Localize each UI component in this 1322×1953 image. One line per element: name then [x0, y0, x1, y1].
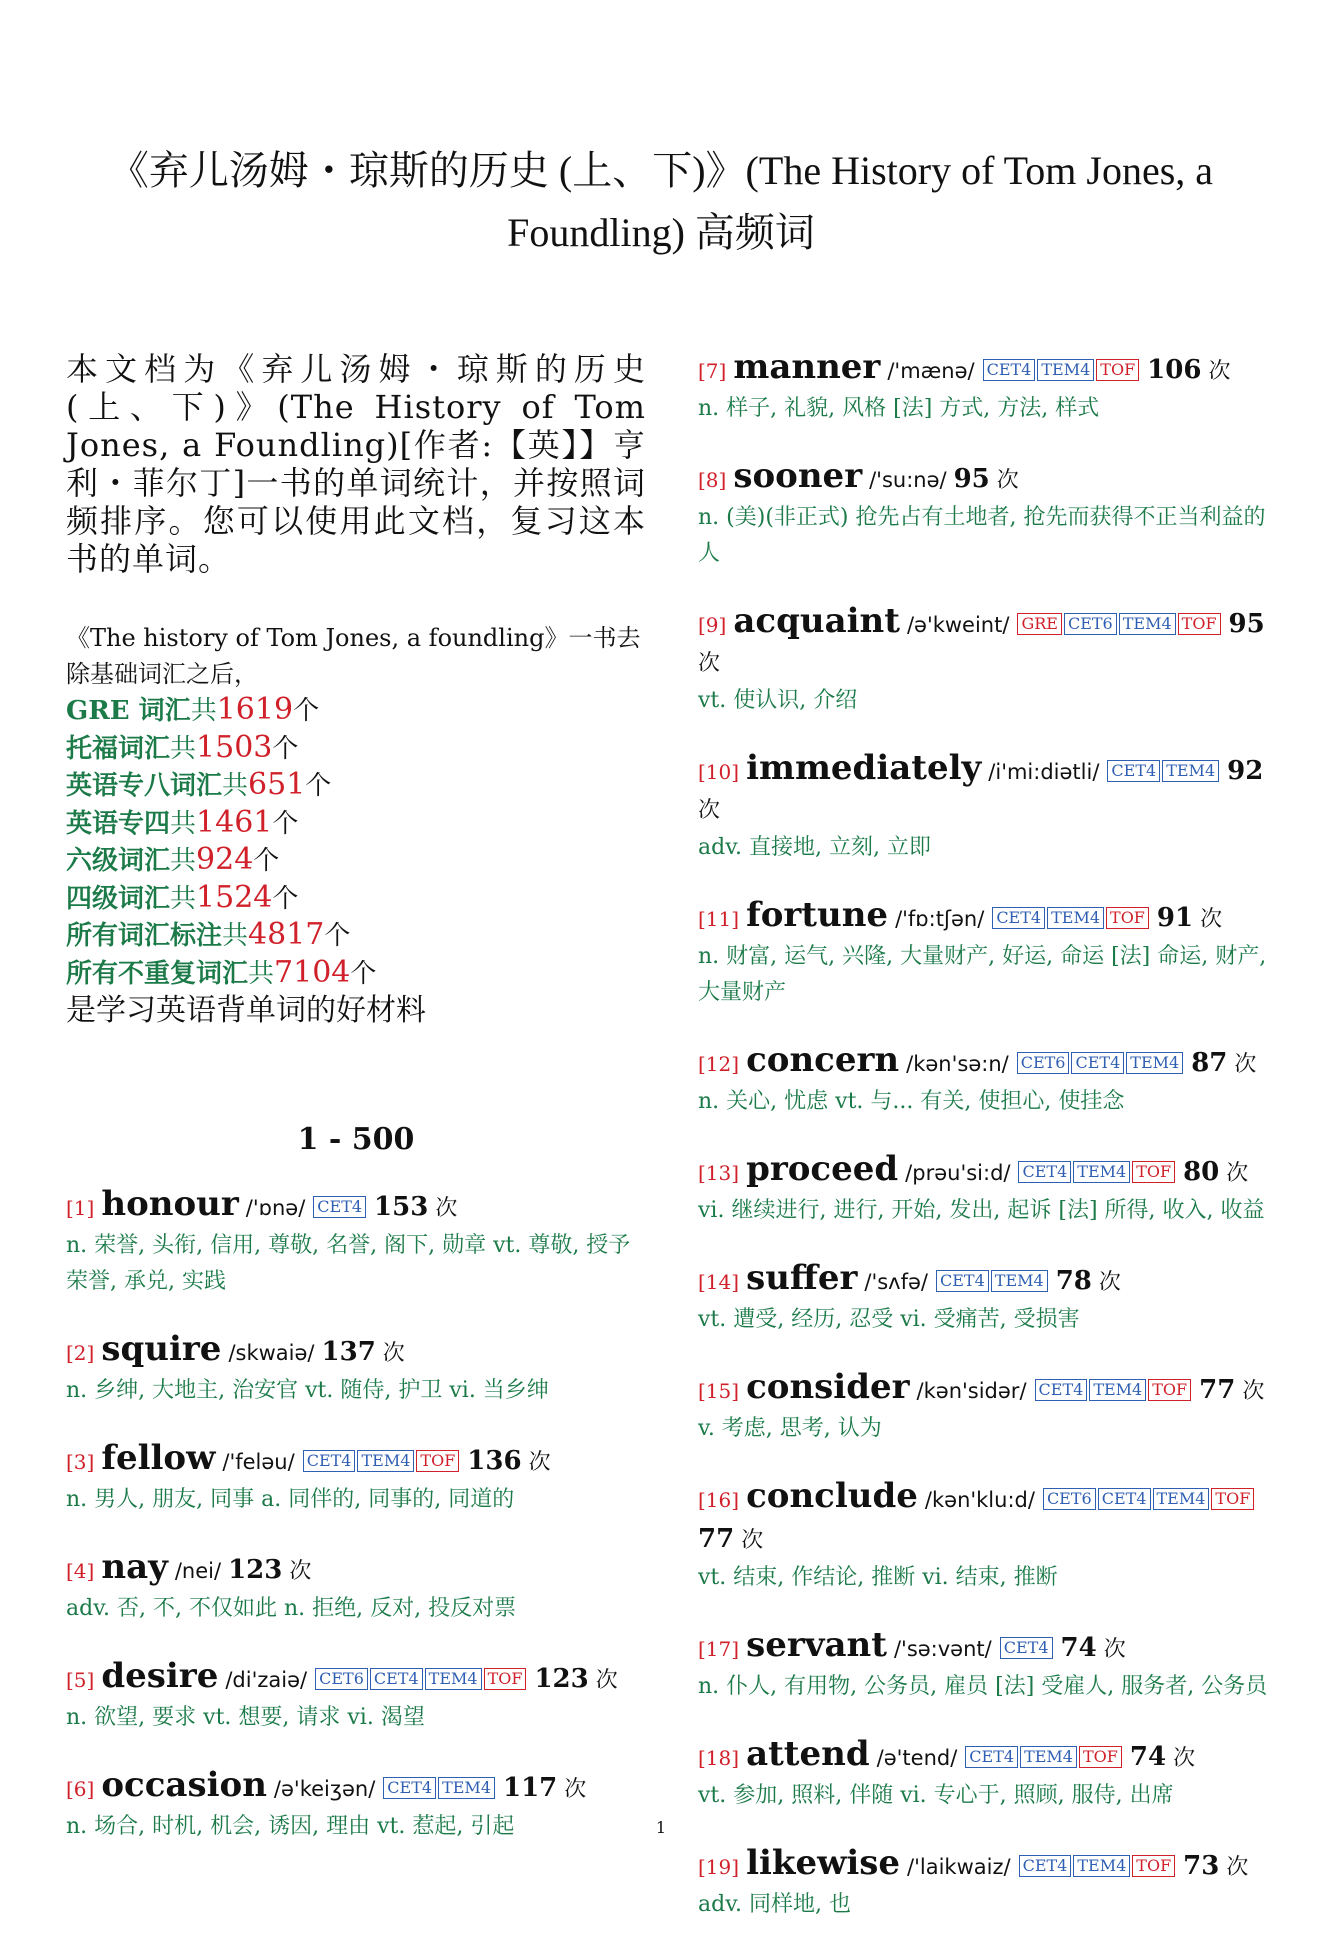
exam-tag: CET6 — [1043, 1488, 1096, 1510]
word-entry — [698, 1368, 1274, 1447]
exam-tag: CET4 — [1018, 1161, 1071, 1183]
stat-label: 英语专八词汇 — [66, 771, 223, 801]
entry-definition: vi. 继续进行, 进行, 开始, 发出, 起诉 [法] 所得, 收入, 收益 — [698, 1198, 1265, 1223]
entry-head — [698, 1368, 1274, 1411]
entry-count: 123 — [534, 1664, 589, 1694]
entry-count: 92 — [1227, 756, 1264, 786]
page-title: 《弃儿汤姆・琼斯的历史 (上、下)》(The History of Tom Jones, a Foundling) 高频词 — [108, 148, 1214, 255]
exam-tag: CET6 — [1064, 613, 1117, 635]
entry-ipa: /kən'sə:n/ — [906, 1052, 1009, 1076]
entry-definition: n. (美)(非正式) 抢先占有土地者, 抢先而获得不正当利益的人 — [698, 505, 1266, 566]
entry-definition: n. 财富, 运气, 兴隆, 大量财产, 好运, 命运 [法] 命运, 财产, 大量财产 — [698, 944, 1267, 1005]
entry-head — [698, 1259, 1274, 1302]
entry-count-suffix: 次 — [528, 1450, 551, 1475]
entry-word: likewise — [746, 1843, 901, 1883]
exam-tag: TOF — [484, 1668, 527, 1690]
entry-word: sooner — [733, 456, 863, 496]
entry-ipa: /ə'tend/ — [876, 1746, 958, 1770]
entry-count: 73 — [1183, 1851, 1220, 1881]
entry-head — [698, 1626, 1274, 1669]
stat-gong: 共 — [222, 921, 249, 951]
entry-definition: n. 男人, 朋友, 同事 a. 同伴的, 同事的, 同道的 — [66, 1487, 515, 1512]
stat-row — [66, 880, 646, 918]
entry-head — [66, 1657, 646, 1700]
entry-count-suffix: 次 — [1226, 1161, 1249, 1186]
range-heading: 1 - 500 — [297, 1122, 415, 1157]
entry-word: servant — [746, 1625, 887, 1665]
stat-number: 1503 — [196, 729, 273, 765]
entry-count-suffix: 次 — [564, 1777, 587, 1802]
entry-definition: adv. 否, 不, 不仅如此 n. 拒绝, 反对, 投反对票 — [66, 1596, 517, 1621]
stat-row — [66, 692, 646, 730]
entry-word: occasion — [101, 1765, 267, 1805]
entry-index: [3] — [66, 1450, 95, 1474]
entry-count: 80 — [1183, 1157, 1220, 1187]
entry-index: [13] — [698, 1161, 740, 1185]
entry-count: 74 — [1129, 1742, 1167, 1772]
entry-count: 95 — [953, 464, 990, 494]
stat-label: 英语专四 — [66, 808, 171, 839]
entry-count-suffix: 次 — [698, 651, 721, 676]
exam-tag: CET6 — [315, 1668, 368, 1690]
entry-word: fellow — [101, 1438, 216, 1478]
entry-count: 78 — [1055, 1266, 1092, 1296]
entry-definition: n. 欲望, 要求 vt. 想要, 请求 vi. 渴望 — [66, 1705, 425, 1730]
entry-index: [16] — [698, 1488, 740, 1512]
exam-tag: TEM4 — [1162, 760, 1219, 782]
exam-tag: TOF — [1132, 1161, 1175, 1183]
entry-count-suffix: 次 — [435, 1196, 458, 1221]
entry-definition: vt. 使认识, 介绍 — [698, 688, 858, 713]
page-number: 1 — [655, 1818, 667, 1837]
entry-index: [6] — [66, 1777, 95, 1801]
exam-tag: TEM4 — [1153, 1488, 1210, 1510]
entry-definition: adv. 同样地, 也 — [698, 1892, 851, 1917]
exam-tag: CET4 — [992, 907, 1045, 929]
entry-ipa: /'mænə/ — [887, 359, 975, 383]
stat-row — [66, 917, 646, 955]
exam-tag: TOF — [1211, 1488, 1254, 1510]
word-entry — [698, 602, 1274, 719]
entry-index: [1] — [66, 1196, 95, 1220]
entry-count-suffix: 次 — [1173, 1746, 1196, 1771]
right-column — [698, 348, 1274, 1953]
word-entry — [698, 1259, 1274, 1338]
stat-unit: 个 — [305, 771, 332, 801]
exam-tag: CET4 — [936, 1270, 989, 1292]
entry-head — [698, 1844, 1274, 1887]
stats-list — [66, 692, 646, 992]
stat-gong: 共 — [170, 733, 197, 764]
entry-word: desire — [101, 1656, 219, 1696]
entry-ipa: /kən'klu:d/ — [924, 1488, 1035, 1512]
entry-ipa: /'laikwaiz/ — [907, 1855, 1011, 1879]
stat-unit: 个 — [272, 883, 299, 914]
stat-number: 1461 — [196, 804, 273, 840]
exam-tag: CET4 — [1000, 1637, 1053, 1659]
entry-head — [698, 896, 1274, 939]
exam-tag: TOF — [1106, 907, 1149, 929]
exam-tag: TOF — [416, 1450, 459, 1472]
stat-unit: 个 — [293, 696, 320, 726]
entry-ipa: /ə'keiʒən/ — [273, 1777, 376, 1801]
exam-tag: CET4 — [1107, 760, 1160, 782]
entry-index: [19] — [698, 1855, 740, 1879]
stat-number: 651 — [248, 767, 306, 802]
exam-tag: TEM4 — [1020, 1746, 1077, 1768]
exam-tag: CET6 — [1017, 1052, 1070, 1074]
entry-word: consider — [746, 1367, 910, 1407]
entry-ipa: /ə'kweint/ — [906, 613, 1010, 637]
entry-definition: n. 关心, 忧虑 vt. 与... 有关, 使担心, 使挂念 — [698, 1089, 1125, 1114]
word-entry — [698, 1626, 1274, 1705]
exam-tag: CET4 — [313, 1196, 366, 1218]
entry-definition: adv. 直接地, 立刻, 立即 — [698, 835, 931, 860]
entry-definition: vt. 遭受, 经历, 忍受 vi. 受痛苦, 受损害 — [698, 1307, 1080, 1332]
exam-tag: TEM4 — [1089, 1379, 1146, 1401]
entry-word: conclude — [746, 1476, 918, 1516]
stat-unit: 个 — [324, 921, 351, 951]
exam-tag: TEM4 — [1073, 1855, 1130, 1877]
exam-tag: TOF — [1178, 613, 1221, 635]
entry-count: 153 — [374, 1192, 429, 1222]
exam-tag: CET4 — [303, 1450, 356, 1472]
entry-count-suffix: 次 — [1208, 359, 1231, 384]
entry-index: [4] — [66, 1559, 95, 1583]
entry-count-suffix: 次 — [1098, 1270, 1121, 1295]
word-entry — [698, 1150, 1274, 1229]
entry-count: 123 — [228, 1555, 283, 1585]
stat-number: 924 — [196, 842, 254, 877]
exam-tag: TEM4 — [1073, 1161, 1130, 1183]
stat-row — [66, 767, 646, 805]
stat-gong: 共 — [170, 883, 197, 914]
entry-count: 74 — [1060, 1633, 1097, 1663]
entry-count: 77 — [1199, 1375, 1236, 1405]
entry-count: 106 — [1147, 355, 1202, 385]
word-entry — [66, 1185, 646, 1300]
word-entry — [698, 348, 1274, 427]
stat-row — [66, 805, 646, 843]
stat-label: 六级词汇 — [66, 846, 171, 876]
stat-gong: 共 — [248, 958, 275, 989]
stat-number: 4817 — [248, 917, 325, 952]
entry-count-suffix: 次 — [698, 798, 721, 823]
entry-definition: v. 考虑, 思考, 认为 — [698, 1416, 882, 1441]
entry-ipa: /nei/ — [174, 1559, 222, 1583]
stat-gong: 共 — [170, 846, 197, 876]
entry-head — [698, 1041, 1274, 1084]
stat-unit: 个 — [350, 958, 377, 989]
stat-label: 所有词汇标注 — [66, 921, 223, 951]
entry-definition: vt. 参加, 照料, 伴随 vi. 专心于, 照顾, 服侍, 出席 — [698, 1783, 1174, 1808]
entry-head — [698, 749, 1274, 830]
entry-index: [14] — [698, 1270, 740, 1294]
exam-tag: GRE — [1017, 613, 1062, 635]
entry-ipa: /'su:nə/ — [869, 468, 947, 492]
entry-definition: n. 场合, 时机, 机会, 诱因, 理由 vt. 惹起, 引起 — [66, 1814, 515, 1839]
stat-label: GRE 词汇 — [66, 696, 191, 726]
entry-count-suffix: 次 — [1234, 1052, 1257, 1077]
entry-definition: n. 仆人, 有用物, 公务员, 雇员 [法] 受雇人, 服务者, 公务员 — [698, 1674, 1268, 1699]
entry-head — [66, 1439, 646, 1482]
entry-ipa: /'ɒnə/ — [245, 1196, 306, 1220]
exam-tag: CET4 — [1071, 1052, 1124, 1074]
entry-count: 95 — [1228, 609, 1265, 639]
exam-tag: TEM4 — [438, 1777, 495, 1799]
entry-count-suffix: 次 — [1103, 1637, 1126, 1662]
entry-word: nay — [101, 1547, 168, 1587]
entry-index: [15] — [698, 1379, 740, 1403]
intro-paragraph: 本文档为《弃儿汤姆・琼斯的历史 (上、下)》(The History of Tom Jones, a Foundling)[作者:【英】】亨利・菲尔丁]一书的单词统计，并按照词频排序。您可以使用此文档，复习这本书的单词。 — [66, 350, 646, 578]
entry-index: [10] — [698, 760, 740, 784]
entry-count: 117 — [503, 1773, 558, 1803]
stat-label: 托福词汇 — [66, 733, 171, 764]
exam-tag: TEM4 — [1037, 359, 1094, 381]
stat-row — [66, 842, 646, 880]
entry-head — [66, 1766, 646, 1809]
entry-index: [7] — [698, 359, 727, 383]
entry-definition: n. 荣誉, 头衔, 信用, 尊敬, 名誉, 阁下, 勋章 vt. 尊敬, 授予荣誉, 承兑, 实践 — [66, 1233, 631, 1294]
entry-index: [2] — [66, 1341, 95, 1365]
word-entry — [66, 1439, 646, 1518]
word-entry — [698, 896, 1274, 1011]
entry-count-suffix: 次 — [1200, 907, 1223, 932]
entry-word: honour — [101, 1184, 239, 1224]
entry-ipa: /i'mi:diətli/ — [988, 760, 1100, 784]
entry-index: [17] — [698, 1637, 740, 1661]
entry-count-suffix: 次 — [289, 1559, 312, 1584]
exam-tag: TEM4 — [1047, 907, 1104, 929]
entry-head — [698, 602, 1274, 683]
entry-index: [18] — [698, 1746, 740, 1770]
word-entry — [66, 1330, 646, 1409]
exam-tag: TEM4 — [1126, 1052, 1183, 1074]
entry-count-suffix: 次 — [741, 1528, 764, 1553]
stat-row — [66, 730, 646, 768]
entry-ipa: /'sʌfə/ — [864, 1270, 928, 1294]
word-entry — [66, 1548, 646, 1627]
stat-row — [66, 955, 646, 993]
entry-count-suffix: 次 — [1226, 1855, 1249, 1880]
entry-count: 91 — [1156, 903, 1194, 933]
exam-tag: CET4 — [383, 1777, 436, 1799]
entry-head — [698, 1477, 1274, 1560]
word-entry — [698, 749, 1274, 866]
exam-tag: TEM4 — [357, 1450, 414, 1472]
entry-head — [66, 1330, 646, 1373]
exam-tag: TOF — [1148, 1379, 1191, 1401]
exam-tag: CET4 — [370, 1668, 423, 1690]
entry-index: [5] — [66, 1668, 95, 1692]
entry-ipa: /'feləu/ — [222, 1450, 295, 1474]
exam-tag: TOF — [1079, 1746, 1122, 1768]
stats-tail: 是学习英语背单词的好材料 — [66, 993, 426, 1028]
word-entry — [698, 1477, 1274, 1596]
exam-tag: TEM4 — [1119, 613, 1176, 635]
entry-word: fortune — [746, 895, 889, 935]
exam-tag: CET4 — [1035, 1379, 1088, 1401]
entry-definition: n. 乡绅, 大地主, 治安官 vt. 随侍, 护卫 vi. 当乡绅 — [66, 1378, 549, 1403]
exam-tag: CET4 — [983, 359, 1036, 381]
exam-tag: CET4 — [1098, 1488, 1151, 1510]
stats-lead: 《The history of Tom Jones, a foundling》一书去除基础词汇之后， — [66, 624, 641, 688]
entry-word: proceed — [746, 1149, 899, 1189]
entry-index: [11] — [698, 907, 740, 931]
exam-tag: CET4 — [965, 1746, 1018, 1768]
entry-word: manner — [733, 347, 881, 387]
entries-left — [66, 1185, 646, 1845]
entry-count-suffix: 次 — [996, 468, 1019, 493]
entry-ipa: /prəu'si:d/ — [905, 1161, 1011, 1185]
entry-word: squire — [101, 1329, 222, 1369]
entry-head — [698, 1735, 1274, 1778]
entry-definition: vt. 结束, 作结论, 推断 vi. 结束, 推断 — [698, 1565, 1058, 1590]
stat-label: 所有不重复词汇 — [66, 958, 249, 989]
word-entry — [698, 457, 1274, 572]
entry-count-suffix: 次 — [382, 1341, 405, 1366]
stat-gong: 共 — [190, 696, 217, 726]
stat-label: 四级词汇 — [66, 883, 171, 914]
entry-head — [698, 1150, 1274, 1193]
entry-definition: n. 样子, 礼貌, 风格 [法] 方式, 方法, 样式 — [698, 396, 1100, 421]
entry-count: 137 — [321, 1337, 376, 1367]
entry-count-suffix: 次 — [1242, 1379, 1265, 1404]
entry-count-suffix: 次 — [595, 1668, 618, 1693]
entry-head — [66, 1548, 646, 1591]
entry-ipa: /kən'sidər/ — [916, 1379, 1027, 1403]
exam-tag: TEM4 — [425, 1668, 482, 1690]
exam-tag: CET4 — [1019, 1855, 1072, 1877]
entry-ipa: /di'zaiə/ — [225, 1668, 308, 1692]
entry-index: [12] — [698, 1052, 740, 1076]
word-entry — [698, 1735, 1274, 1814]
word-entry — [66, 1657, 646, 1736]
stat-unit: 个 — [272, 808, 299, 839]
word-entry — [698, 1041, 1274, 1120]
stat-unit: 个 — [272, 733, 299, 764]
entry-ipa: /'fɒ:tʃən/ — [895, 907, 985, 931]
word-entry — [698, 1844, 1274, 1923]
stat-number: 7104 — [274, 954, 351, 990]
exam-tag: TEM4 — [991, 1270, 1048, 1292]
exam-tag: TOF — [1132, 1855, 1175, 1877]
entry-head — [66, 1185, 646, 1228]
entry-index: [8] — [698, 468, 727, 492]
entry-count: 136 — [467, 1446, 522, 1476]
stat-unit: 个 — [253, 846, 280, 876]
entry-word: concern — [746, 1040, 900, 1080]
entry-word: immediately — [746, 748, 982, 788]
stat-gong: 共 — [170, 808, 197, 839]
entry-index: [9] — [698, 613, 727, 637]
entries-right — [698, 348, 1274, 1923]
stat-gong: 共 — [222, 771, 249, 801]
entry-head — [698, 348, 1274, 391]
entry-ipa: /skwaiə/ — [228, 1341, 315, 1365]
entry-word: suffer — [746, 1258, 858, 1298]
entry-head — [698, 457, 1274, 500]
entry-count: 77 — [698, 1524, 735, 1554]
entry-word: acquaint — [733, 601, 900, 641]
stat-number: 1619 — [216, 692, 294, 727]
exam-tag: TOF — [1096, 359, 1139, 381]
entry-count: 87 — [1191, 1048, 1228, 1078]
stat-number: 1524 — [196, 879, 273, 915]
left-column — [66, 350, 646, 1875]
entry-ipa: /'sə:vənt/ — [893, 1637, 992, 1661]
entry-word: attend — [746, 1734, 870, 1774]
